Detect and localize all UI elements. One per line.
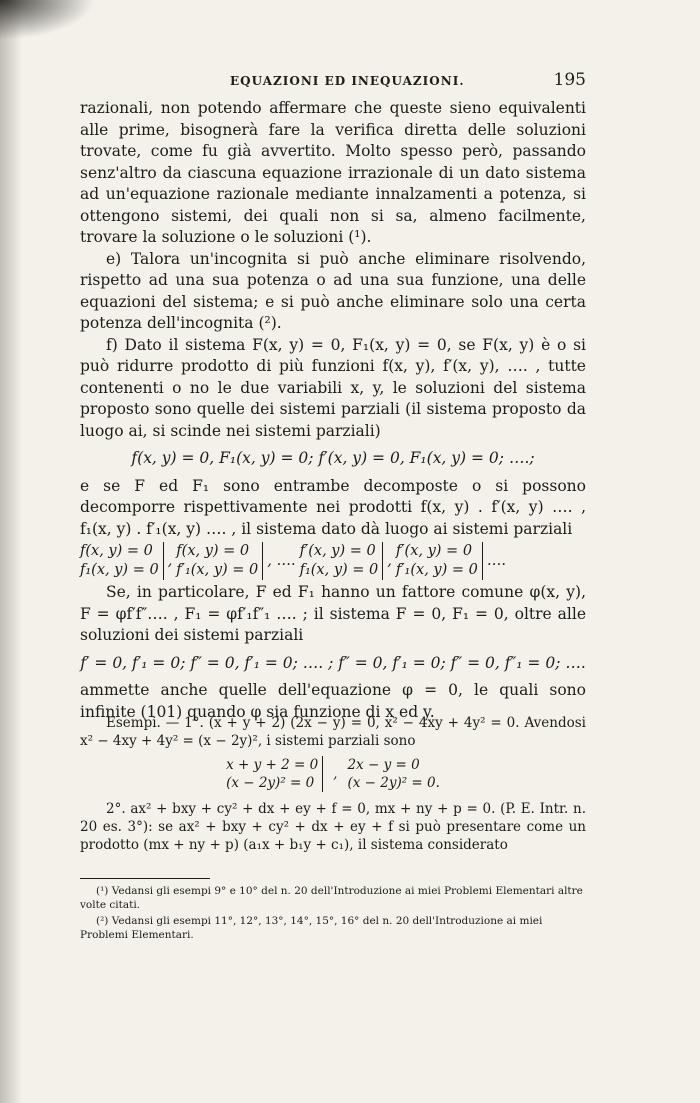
system-equation: 2x − y = 0 [347, 757, 420, 773]
system-separator: , [333, 766, 338, 782]
system-equation: f₁(x, y) = 0 [80, 562, 159, 578]
footnotes [80, 884, 586, 944]
system-equation: f′₁(x, y) = 0 [395, 562, 478, 578]
paragraph-e: e) Talora un'incognita si può anche eliminare risolvendo, rispetto ad una sua potenza o ad una sua funzione, una delle equazioni del sistema; e si può anche eliminare solo una certa potenza dell'incognita (²). [80, 249, 586, 332]
examples-section [80, 714, 586, 854]
example-1: Esempi. — 1°. (x + y + 2) (2x − y) = 0, x² − 4xy + 4y² = 0. Avendosi x² − 4xy + 4y² = (x − 2y)², i sistemi parziali sono [80, 715, 586, 749]
equation-line: f(x, y) = 0, F₁(x, y) = 0; f′(x, y) = 0, F₁(x, y) = 0; ….; [131, 449, 535, 467]
system-equation: x + y + 2 = 0 [226, 757, 319, 773]
partial-systems [80, 542, 586, 580]
page-edge-shadow [0, 0, 22, 1103]
example-systems [80, 756, 586, 792]
system-separator: , [167, 552, 173, 569]
system [300, 542, 384, 580]
system-separator: , [387, 552, 392, 569]
system [226, 756, 323, 792]
main-text [80, 98, 586, 723]
page-header [80, 70, 586, 92]
footnote-1: (¹) Vedansi gli esempi 9° e 10° del n. 20 dell'Introduzione ai miei Problemi Elementari altre volte citati. [80, 885, 583, 911]
paragraph: Se, in particolare, F ed F₁ hanno un fattore comune φ(x, y), F = φf′f″…. , F₁ = φf′₁f″₁ …. ; il sistema F = 0, F₁ = 0, oltre alle soluzioni dei sistemi parziali [80, 583, 586, 644]
paragraph: razionali, non potendo affermare che queste sieno equivalenti alle prime, bisognerà fare la verifica diretta delle soluzioni trovate, come fu già avvertito. Molto spesso però, passando senz'altro da ciascuna equazione irrazionale di un dato sistema ad un'equazione razionale mediante innalzamenti a potenza, si ottengono sistemi, dei quali non si sa, almeno facilmente, trovare la soluzione o le soluzioni (¹). [80, 99, 586, 246]
footnote-2: (²) Vedansi gli esempi 11°, 12°, 13°, 14°, 15°, 16° del n. 20 dell'Introduzione ai miei Problemi Elementari. [80, 915, 543, 941]
system-equation: f′(x, y) = 0 [395, 543, 473, 559]
footnote-rule [80, 878, 210, 879]
corner-stain [0, 0, 95, 40]
system-equation: f(x, y) = 0 [176, 543, 250, 559]
system-separator: , …. [267, 552, 296, 569]
paragraph: ammette anche quelle dell'equazione φ = 0, le quali sono infinite (101) quando φ sia funzione di x ed y. [80, 681, 586, 721]
system [347, 756, 439, 792]
system [176, 542, 263, 580]
paragraph: e se F ed F₁ sono entrambe decomposte o si possono decomporre rispettivamente nei prodotti f(x, y) . f′(x, y) …. , f₁(x, y) . f′₁(x, y) …. , il sistema dato dà luogo ai sistemi parziali [80, 476, 586, 538]
system-equation: (x − 2y)² = 0 [226, 775, 315, 791]
system-equation: f₁(x, y) = 0 [299, 562, 379, 578]
system-equation: f′₁(x, y) = 0 [176, 562, 259, 578]
paragraph-f: f) Dato il sistema F(x, y) = 0, F₁(x, y) = 0, se F(x, y) è o si può ridurre prodotto di più funzioni f(x, y), f′(x, y), …. , tutte contenenti o no le due variabili x, y, le soluzioni del sistema proposto sono quelle dei sistemi parziali (il sistema proposto da luogo ai, si scinde nei sistemi parziali) [80, 335, 586, 440]
equation-line: f′ = 0, f′₁ = 0; f″ = 0, f′₁ = 0; …. ; f″ = 0, f′₁ = 0; f″ = 0, f″₁ = 0; …. [80, 653, 586, 672]
page-number: 195 [553, 70, 586, 90]
system-separator: …. [486, 552, 506, 569]
system-equation: f(x, y) = 0 [80, 543, 153, 559]
system [80, 542, 164, 580]
system-equation: (x − 2y)² = 0. [347, 775, 440, 791]
system-equation: f′(x, y) = 0 [299, 543, 376, 559]
system [396, 542, 483, 580]
example-2: 2°. ax² + bxy + cy² + dx + ey + f = 0, mx + ny + p = 0. (P. E. Intr. n. 20 es. 3°): se ax² + bxy + cy² + dx + ey + f si può presentare come un prodotto (mx + ny + p) (a₁x + b₁y + c₁), il sistema considerato [80, 801, 586, 853]
running-title: EQUAZIONI ED INEQUAZIONI. [230, 74, 465, 88]
